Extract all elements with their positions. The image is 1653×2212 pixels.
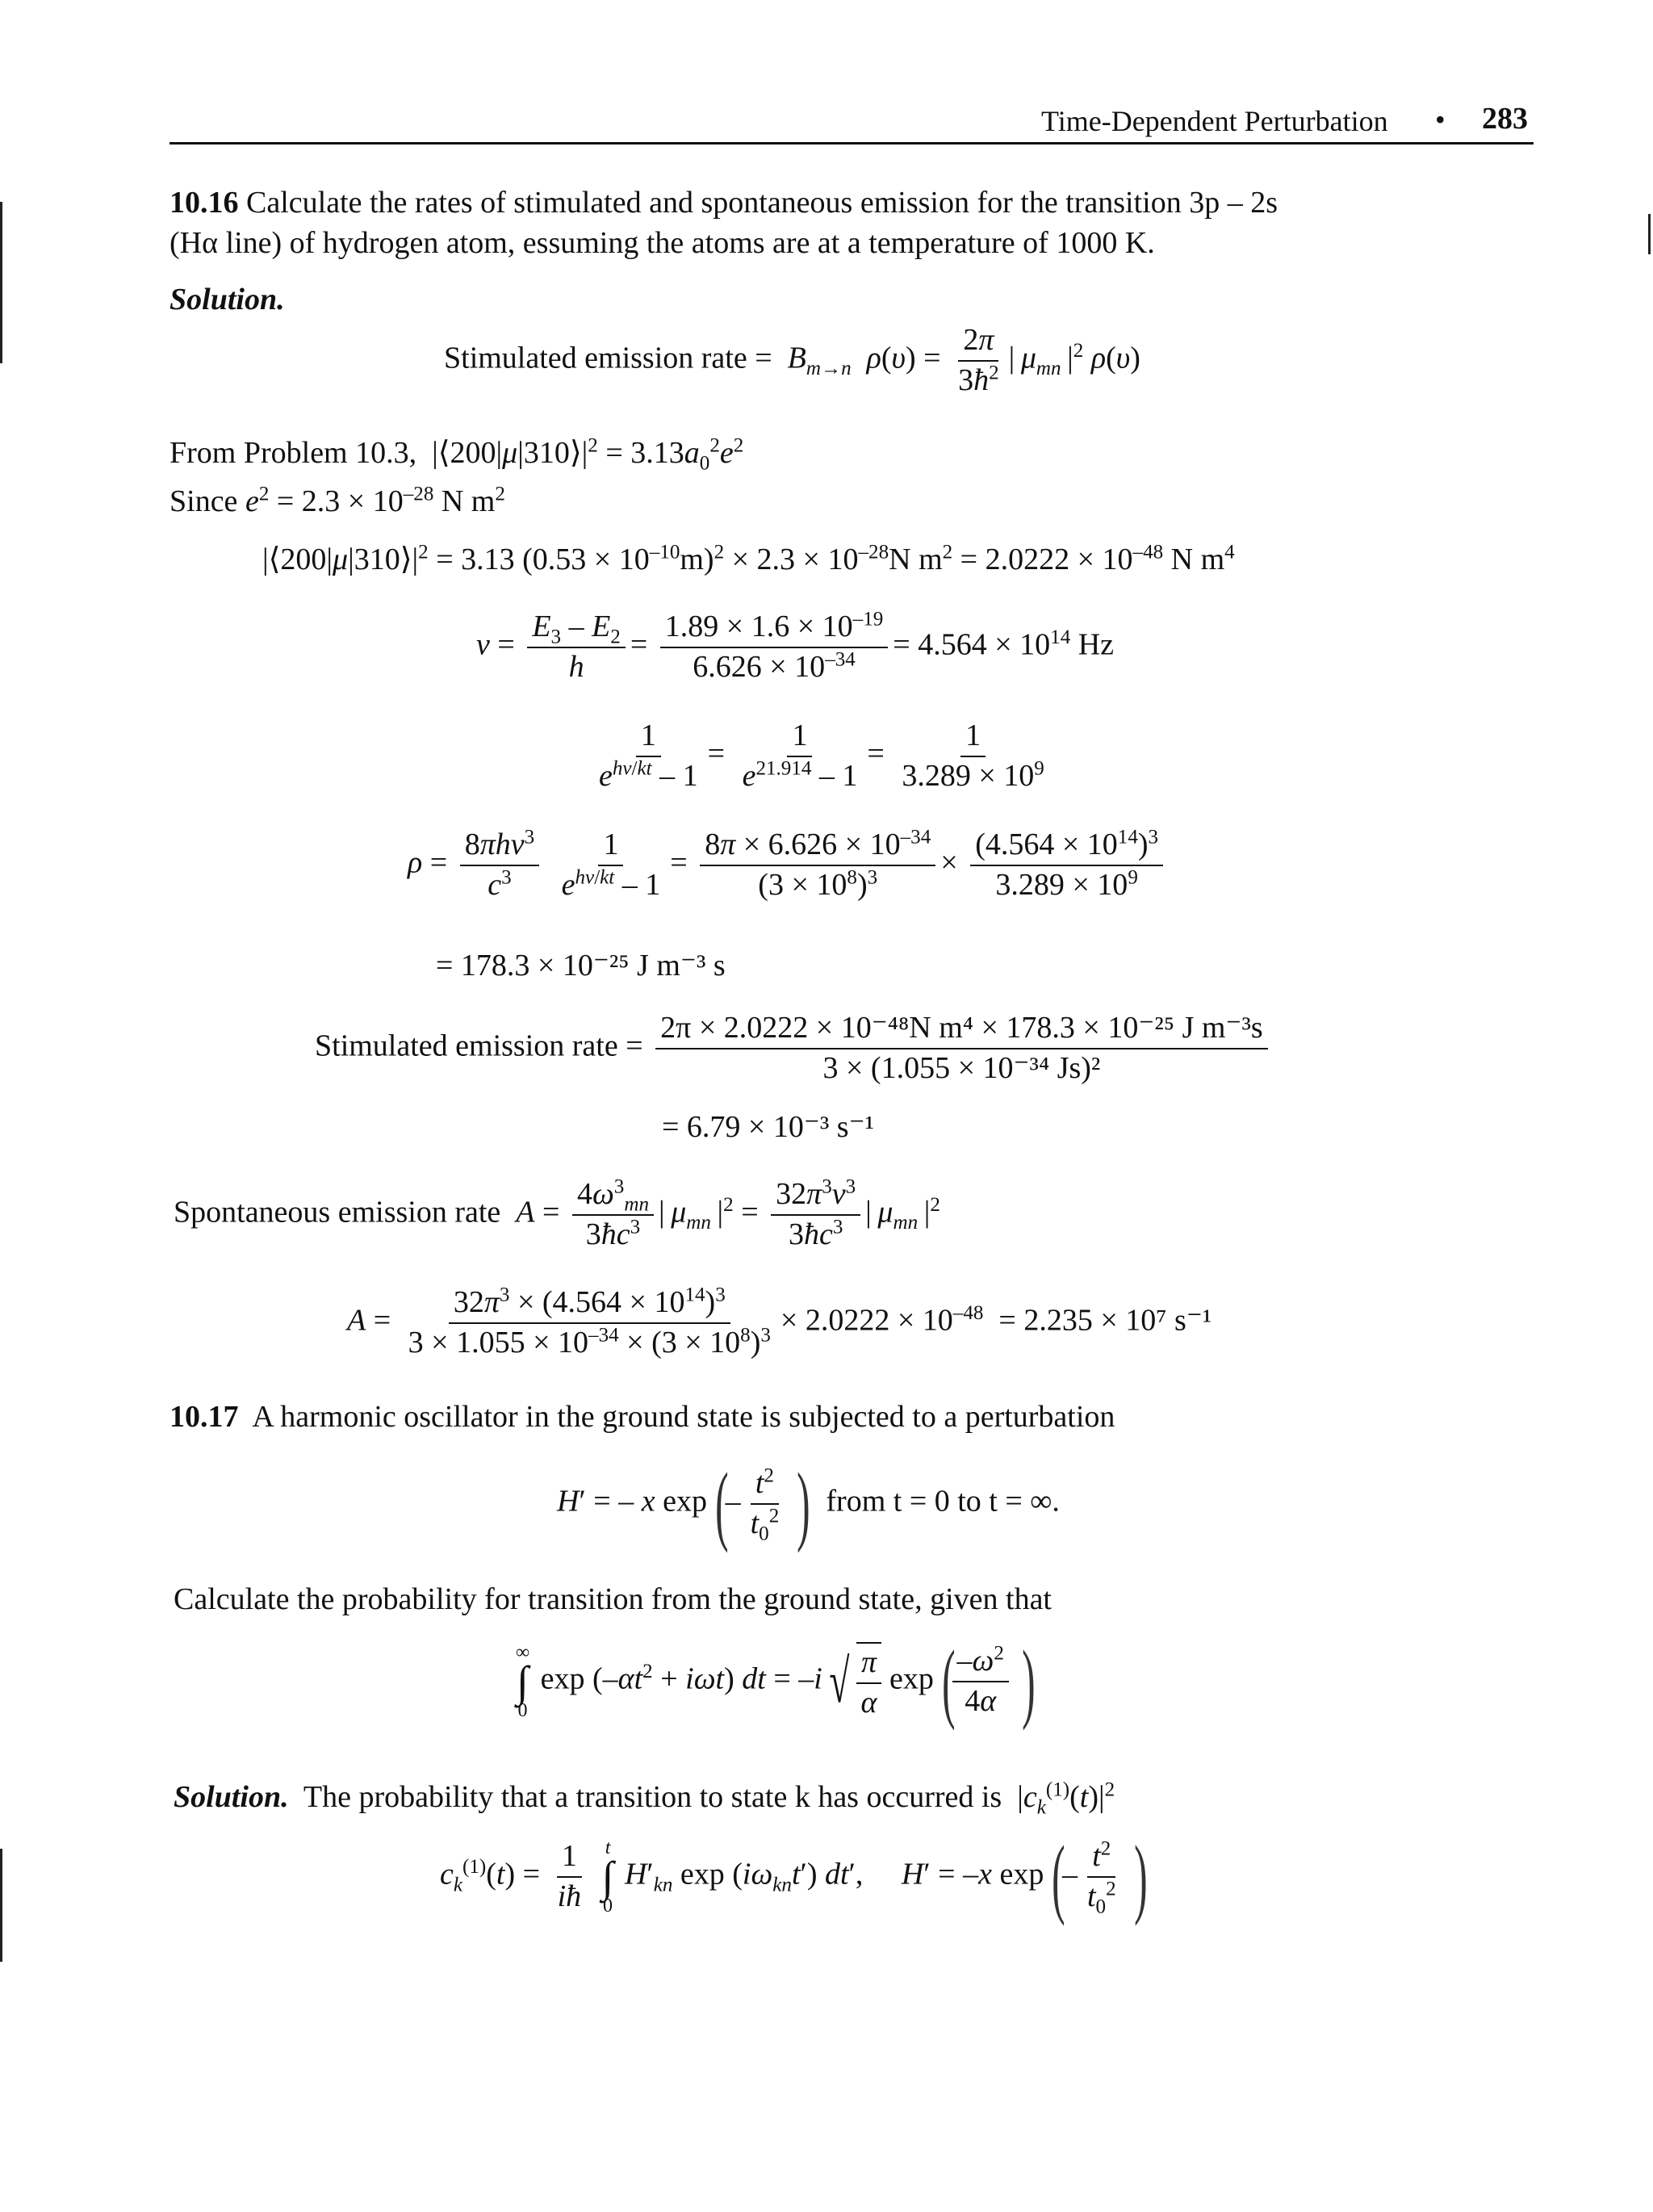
sre-numerator: 2π × 2.0222 × 10⁻⁴⁸N m⁴ × 178.3 × 10⁻²⁵ J m⁻³s	[655, 1011, 1268, 1049]
rho-result: = 178.3 × 10⁻²⁵ J m⁻³ s	[436, 949, 726, 982]
left-margin-mark	[0, 202, 2, 363]
problem-10-16-line1	[169, 186, 1278, 221]
perturbation-range: from t = 0 to t = ∞.	[826, 1484, 1060, 1519]
right-margin-mark	[1648, 214, 1651, 254]
since-text: Since	[169, 484, 238, 518]
spont-label: Spontaneous emission rate	[174, 1195, 501, 1230]
equation-stimulated-rate-definition: Stimulated emission rate = $B_{m\to n}$ ρ(υ) = $\frac{2\pi}{3ħ^2}$ | $\mu_{mn}$ $|^2$ ρ(υ)	[444, 323, 1140, 397]
equation-first-order-amplitude: $c_k^{(1)}(t)$ = $\frac{1}{iħ}$ t ∫ 0 $H'_{kn}$ $\exp (i\omega_{kn}t')$ dt′, H′ = –x exp(– $\frac{t^2}{t_0^2}$ )	[440, 1828, 1148, 1926]
since-line: Since $e^2 = 2.3 \times 10^{-28}$ N $m^2$	[169, 483, 505, 518]
page-number: 283	[1482, 102, 1528, 136]
problem-statement-line1: Calculate the rates of stimulated and spontaneous emission for the transition 3p – 2s	[246, 186, 1278, 220]
fraction-frequency-value: $\frac{1.89 \times 1.6 \times 10^{-19}}{6.626 \times 10^{-34}}$	[660, 610, 889, 685]
equation-perturbation: H′ = – x exp(– $\frac{t^2}{t_0^2}$ ) from t = 0 to t = ∞.	[557, 1455, 1060, 1553]
fraction-2pi-3hbar2: $\frac{2\pi}{3ħ^2}$	[958, 323, 999, 397]
sre-result: = 6.79 × 10⁻³ s⁻¹	[662, 1110, 875, 1144]
equation-A-value: A = $\frac{32\pi^3 \times (4.564 \times 10^{14})^3}{3 \times 1.055 \times 10^{-34} \times (3 \times 10^8)^3}$ × $2.0222 \times 10^{-48} = 2.235 \times 10^7$ s⁻¹	[347, 1284, 1212, 1359]
equation-spontaneous-rate: Spontaneous emission rate A = $\frac{4\omega^3_{mn}}{3ħc^3}$ | $\mu_{mn}$ $|^2$ = $\frac{32\pi^3\nu^3}{3ħc^3}$ | $\mu_{mn}$ $|^2$	[174, 1175, 940, 1251]
equation-bose-factor: $\frac{1}{e^{h\nu/kt} - 1}$ = $\frac{1}{e^{21.914} - 1}$ = $\frac{1}{3.289 \times 10^9}$	[599, 718, 1044, 793]
problem-10-17-text: A harmonic oscillator in the ground state is subjected to a perturbation	[252, 1400, 1115, 1434]
problem-number: 10.16	[169, 186, 239, 220]
fraction-energy-difference: $\frac{E_3 - E_2}{h}$	[527, 610, 626, 685]
equation-given-integral: ∞ ∫ 0 $\exp (-\alpha t^2 + i\omega t)$ dt = –i √ $\frac{\pi}{\alpha}$ exp( $\frac{-\omega^2}{4\alpha}$ )	[516, 1632, 1036, 1731]
equation-energy-density: ρ = $\frac{8\pi h\nu^3}{c^3}$ $\frac{1}{e^{h\nu/kt} - 1}$ = $\frac{8\pi \times 6.626 \times 10^{-34}}{(3 \times 10^8)^3}$ × $\frac{(4.564 \times 10^{14})^3}{3.289 \times 10^9}$	[408, 827, 1168, 903]
eq-label: Stimulated emission rate =	[444, 341, 772, 375]
equation-matrix-element-value: $|⟨200|\mu|310⟩|^2 = 3.13$ $(0.53 \times 10^{-10}m)^2 \times 2.3 \times 10^{-28}N$ $m^2 = 2.0222 \times 10^{-48}$ N $m^4$	[262, 541, 1235, 576]
problem-number-10-17: 10.17	[169, 1400, 239, 1434]
solution-10-17-text: The probability that a transition to state k has occurred is	[303, 1780, 1002, 1814]
A-result: = 2.235 × 10⁷ s⁻¹	[998, 1303, 1212, 1338]
running-title: Time-Dependent Perturbation	[1041, 105, 1388, 137]
solution-10-17-label: Solution.	[174, 1780, 289, 1814]
sre-label: Stimulated emission rate =	[315, 1028, 643, 1063]
problem-10-17-statement	[169, 1400, 1115, 1435]
calc-statement: Calculate the probability for transition from the ground state, given that	[174, 1582, 1052, 1616]
left-margin-mark-lower	[0, 1849, 2, 1962]
from-problem-line: From Problem 10.3, $|⟨200|\mu|310⟩|^2 = 3.13a_0^2e^2$	[169, 434, 744, 475]
solution-10-17-line: Solution. The probability that a transition to state k has occurred is $|c_k^{(1)}(t)|^2$	[174, 1778, 1115, 1819]
header-bullet: •	[1435, 103, 1446, 136]
problem-10-16-line2: (Hα line) of hydrogen atom, essuming the atoms are at a temperature of 1000 K.	[169, 226, 1155, 260]
sre-denominator: 3 × (1.055 × 10⁻³⁴ Js)²	[822, 1050, 1101, 1085]
header-rule	[169, 142, 1534, 145]
equation-stimulated-rate-value	[315, 1011, 1273, 1086]
equation-frequency: ν = $\frac{E_3 - E_2}{h}$ = $\frac{1.89 \times 1.6 \times 10^{-19}}{6.626 \times 10^{-34}}$ = $4.564 \times 10^{14}$ Hz	[476, 608, 1115, 684]
solution-label: Solution.	[169, 283, 285, 316]
from-problem-text: From Problem 10.3,	[169, 436, 417, 470]
